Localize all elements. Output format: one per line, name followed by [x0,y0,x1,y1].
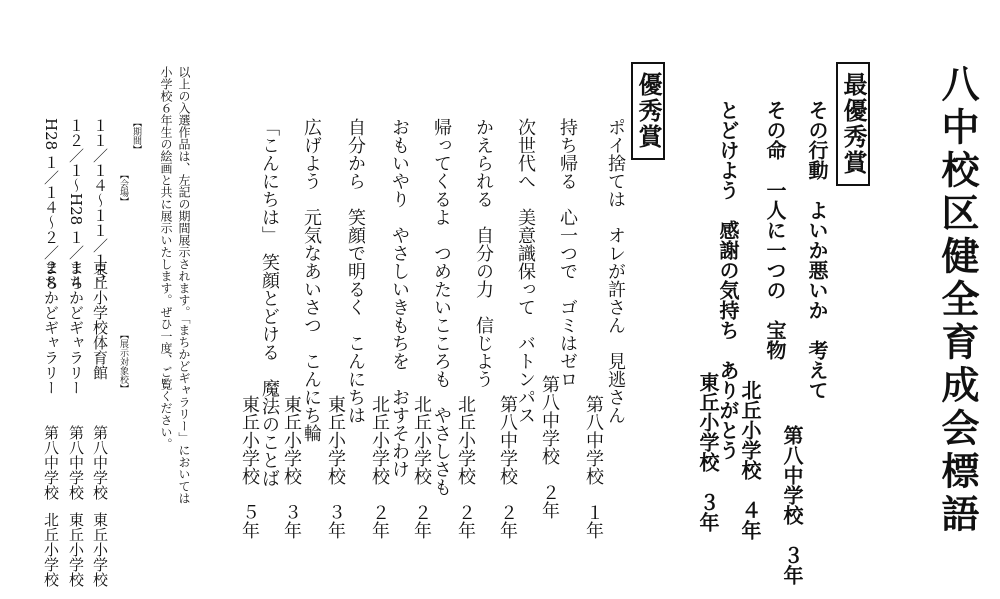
schedule-row-3-venue: まちかどギャラリー [42,260,60,395]
grand-prize-entry-3-school: 東丘小学校 ３年 [696,372,720,532]
notice-line-2: 小学校６年生の絵画と共に展示いたします。ぜひ一度、ご覧ください。 [159,66,173,450]
schedule-period-label: 【期間】 [131,118,141,154]
excellence-entry-6-school: 北丘小学校 ２年 [369,395,390,539]
excellence-entry-5: 帰ってくるよ つめたいこころも やさしさも [431,118,452,496]
grand-prize-heading: 最優秀賞 [836,62,870,186]
excellence-heading: 優秀賞 [631,62,665,160]
notice-line-1: 以上の入選作品は、左記の期間展示されます。「まちかどギャラリー」においては [177,66,191,504]
excellence-entry-8-school: 東丘小学校 ３年 [281,395,302,539]
grand-prize-entry-1-school: 第八中学校 ３年 [780,425,804,585]
excellence-entry-3: 次世代へ 美意識保って バトンパス [515,118,536,424]
excellence-entry-6: おもいやり やさしいきもちを おすそわけ [389,118,410,478]
schedule-row-1-period: １１／１４～１１／１５ [91,118,109,283]
schedule-row-2-school-1: 第八中学校 [67,425,85,500]
schedule-target-label: 【展示対象校】 [118,330,128,393]
grand-prize-entry-2: その命 一人に一つの 宝物 [763,100,787,360]
schedule-row-2-period: １２／１～H28 １／１４ [67,118,85,290]
schedule-row-1-venue: 東丘小学校体育館 [91,260,109,380]
schedule-row-3-school-2: 北丘小学校 [42,512,60,587]
schedule-row-2-school-2: 東丘小学校 [67,512,85,587]
excellence-entry-2-school: 第八中学校 ２年 [539,375,560,519]
excellence-entry-7: 自分から 笑顔で明るく こんにちは [345,118,366,424]
page-title: 八中校区健全育成会標語 [935,64,980,537]
excellence-entry-4-school: 北丘小学校 ２年 [455,395,476,539]
excellence-entry-8: 広げよう 元気なあいさつ こんにち輪 [301,118,322,442]
grand-prize-entry-2-school: 北丘小学校 ４年 [738,380,762,540]
excellence-entry-1: ポイ捨ては オレが許さん 見逃さん [605,118,626,424]
grand-prize-entry-3: とどけよう 感謝の気持ち ありがとう [716,100,740,460]
grand-prize-entry-1: その行動 よいか悪いか 考えて [805,100,829,400]
excellence-entry-4: かえられる 自分の力 信じよう [473,118,494,388]
schedule-row-1-school-1: 第八中学校 [91,425,109,500]
schedule-row-3-school-1: 第八中学校 [42,425,60,500]
excellence-entry-1-school: 第八中学校 １年 [583,395,604,539]
schedule-row-2-venue: まちかどギャラリー [67,260,85,395]
excellence-entry-7-school: 東丘小学校 ３年 [325,395,346,539]
excellence-entry-3-school: 第八中学校 ２年 [497,395,518,539]
excellence-entry-9: 「こんにちは」 笑顔とどける 魔法のことば [259,118,280,487]
excellence-entry-5-school: 北丘小学校 ２年 [411,395,432,539]
schedule-row-1-school-2: 東丘小学校 [91,512,109,587]
schedule-venue-label: 【会場】 [118,170,128,206]
excellence-entry-9-school: 東丘小学校 ５年 [239,395,260,539]
schedule-row-3-period: H28 １／１４～２／２８ [42,118,60,290]
excellence-entry-2: 持ち帰る 心一つで ゴミはゼロ [557,118,578,388]
